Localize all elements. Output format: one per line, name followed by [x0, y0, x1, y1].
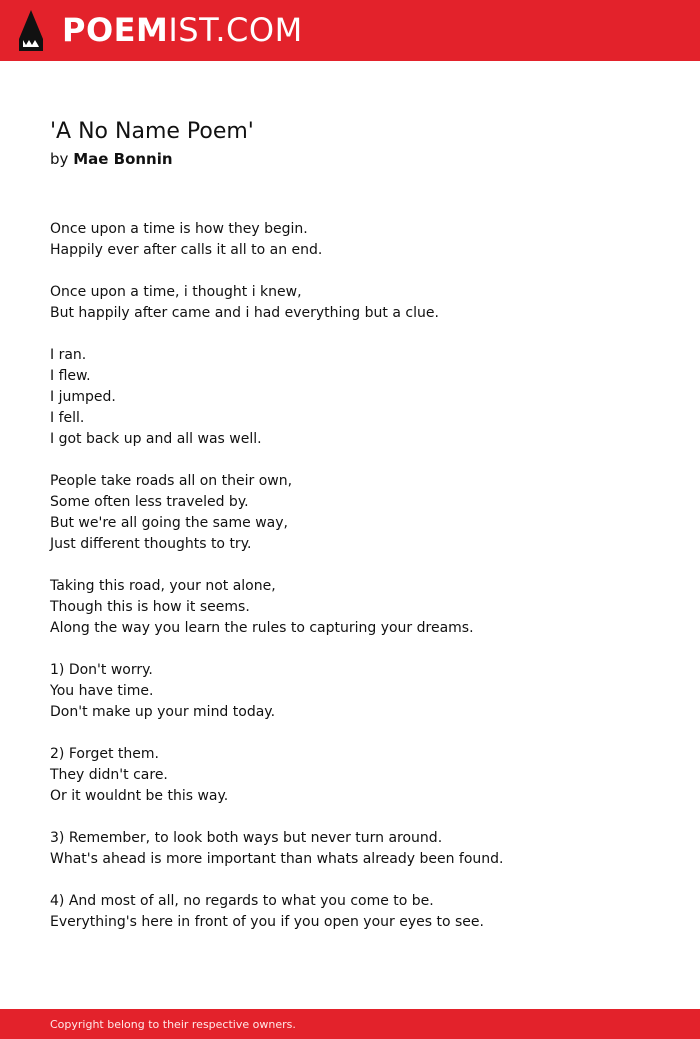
poem-line: Once upon a time is how they begin. — [50, 221, 308, 237]
poem-line: Just different thoughts to try. — [50, 536, 252, 552]
poem-line: They didn't care. — [50, 767, 168, 783]
site-footer — [0, 1009, 700, 1039]
poem-line: People take roads all on their own, — [50, 473, 293, 489]
stanza-break — [50, 324, 670, 345]
poem-line: 4) And most of all, no regards to what you come to be. — [50, 893, 434, 909]
poem-line: Taking this road, your not alone, — [50, 578, 276, 594]
poem-line: I ran. — [50, 347, 87, 363]
stanza-break — [50, 639, 670, 660]
poem-line: 2) Forget them. — [50, 746, 159, 762]
poem-line: 1) Don't worry. — [50, 662, 153, 678]
poem-line: Everything's here in front of you if you open your eyes to see. — [50, 914, 484, 930]
poem-body — [50, 219, 670, 933]
byline — [50, 148, 173, 170]
poem-line: I jumped. — [50, 389, 116, 405]
logo-light-text: IST.COM — [168, 11, 303, 49]
poem-line: I flew. — [50, 368, 91, 384]
poem-line: You have time. — [50, 683, 154, 699]
poem-line: Or it wouldnt be this way. — [50, 788, 229, 804]
poem-line: Once upon a time, i thought i knew, — [50, 284, 302, 300]
stanza-break — [50, 450, 670, 471]
poem-line: What's ahead is more important than whats already been found. — [50, 851, 504, 867]
author-name: Mae Bonnin — [73, 150, 173, 168]
stanza-break — [50, 870, 670, 891]
poem-line: Along the way you learn the rules to capturing your dreams. — [50, 620, 474, 636]
logo-bold-text: POEM — [62, 11, 169, 49]
poem-line: 3) Remember, to look both ways but never turn around. — [50, 830, 443, 846]
poem-line: Happily ever after calls it all to an end. — [50, 242, 323, 258]
poem-line: I got back up and all was well. — [50, 431, 262, 447]
site-header — [0, 0, 700, 61]
stanza-break — [50, 723, 670, 744]
stanza-break — [50, 807, 670, 828]
poem-line: Though this is how it seems. — [50, 599, 250, 615]
poem-line: But happily after came and i had everything but a clue. — [50, 305, 439, 321]
poem-title: 'A No Name Poem' — [50, 119, 254, 144]
stanza-break — [50, 555, 670, 576]
poem-line: But we're all going the same way, — [50, 515, 288, 531]
poem-line: I fell. — [50, 410, 85, 426]
site-logo[interactable] — [62, 10, 303, 50]
poem-line: Some often less traveled by. — [50, 494, 249, 510]
stanza-break — [50, 261, 670, 282]
poem-line: Don't make up your mind today. — [50, 704, 276, 720]
copyright-notice: Copyright belong to their respective owners. — [50, 1018, 296, 1031]
by-label: by — [50, 150, 69, 168]
pencil-nib-icon — [18, 9, 44, 52]
